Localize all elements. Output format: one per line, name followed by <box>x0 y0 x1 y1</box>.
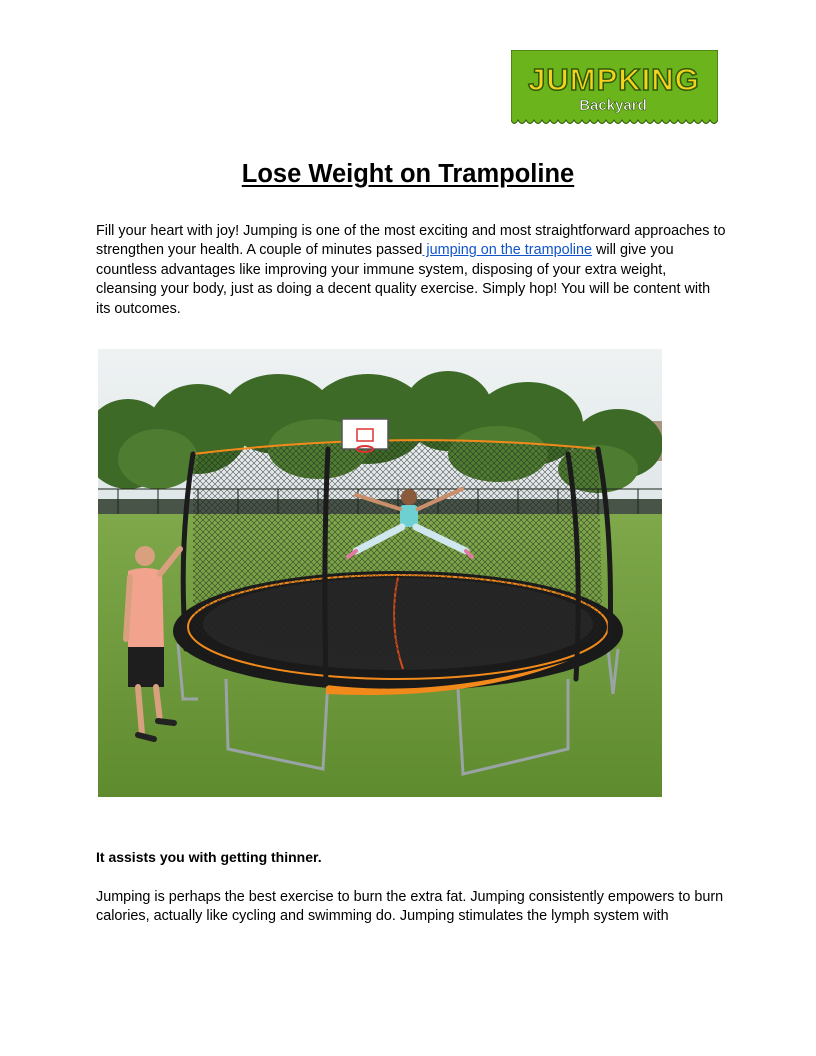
logo-brand-text: JUMPKING <box>528 62 700 97</box>
intro-text-after: will give you countless advantages like improving your immune system, disposing of your extra weight, cleansing your body, just as doing a decent quality exercise. Simply hop! You will be content with its outcomes. <box>96 242 711 317</box>
logo-graphic <box>511 50 718 128</box>
section-heading: It assists you with getting thinner. <box>96 849 322 865</box>
logo-sub-text: Backyard <box>579 97 647 114</box>
intro-text-before: Fill your heart with joy! Jumping is one of the most exciting and most straightforward approaches to strengthen your health. A couple of minutes passed <box>96 223 726 259</box>
trampoline-illustration <box>98 349 662 797</box>
intro-paragraph <box>96 222 726 319</box>
trampoline-photo <box>98 349 662 797</box>
jumpking-logo <box>511 50 718 128</box>
page-title: Lose Weight on Trampoline <box>241 160 575 188</box>
trampoline-link[interactable]: jumping on the trampoline <box>422 242 592 259</box>
section-paragraph: Jumping is perhaps the best exercise to burn the extra fat. Jumping consistently empowers to burn calories, actually like cycling and swimming do. Jumping stimulates the lymph system with <box>96 889 724 925</box>
